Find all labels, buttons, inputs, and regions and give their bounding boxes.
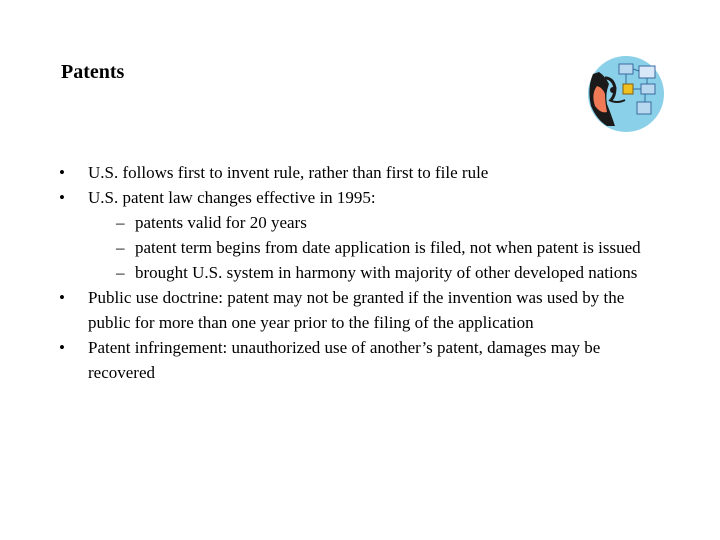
sub-bullet-item (58, 235, 668, 260)
bullet-marker: • (59, 188, 65, 207)
bullet-marker: • (59, 288, 65, 307)
bullet-item (58, 185, 668, 210)
sub-bullet-item (58, 260, 668, 285)
sub-bullet-marker: – (116, 213, 125, 232)
sub-bullet-text: brought U.S. system in harmony with majority of other developed nations (135, 263, 638, 282)
sub-bullet-marker: – (116, 238, 125, 257)
sub-bullet-text: patent term begins from date application is filed, not when patent is issued (135, 238, 641, 257)
flowchart-thinker-clipart-icon (585, 54, 667, 134)
bullet-text: U.S. follows first to invent rule, rather than first to file rule (88, 163, 489, 182)
bullet-list (58, 160, 668, 385)
sub-bullet-marker: – (116, 263, 125, 282)
bullet-text: Patent infringement: unauthorized use of another’s patent, damages may be recovered (88, 338, 601, 382)
sub-bullet-item (58, 210, 668, 235)
bullet-text: U.S. patent law changes effective in 1995: (88, 188, 376, 207)
bullet-item (58, 285, 668, 335)
bullet-marker: • (59, 163, 65, 182)
bullet-item (58, 335, 668, 385)
sub-bullet-text: patents valid for 20 years (135, 213, 307, 232)
bullet-marker: • (59, 338, 65, 357)
clipart-svg (585, 54, 667, 134)
slide-title: Patents (61, 61, 125, 83)
bullet-item (58, 160, 668, 185)
bullet-text: Public use doctrine: patent may not be granted if the invention was used by the public for more than one year prior to the filing of the application (88, 288, 625, 332)
